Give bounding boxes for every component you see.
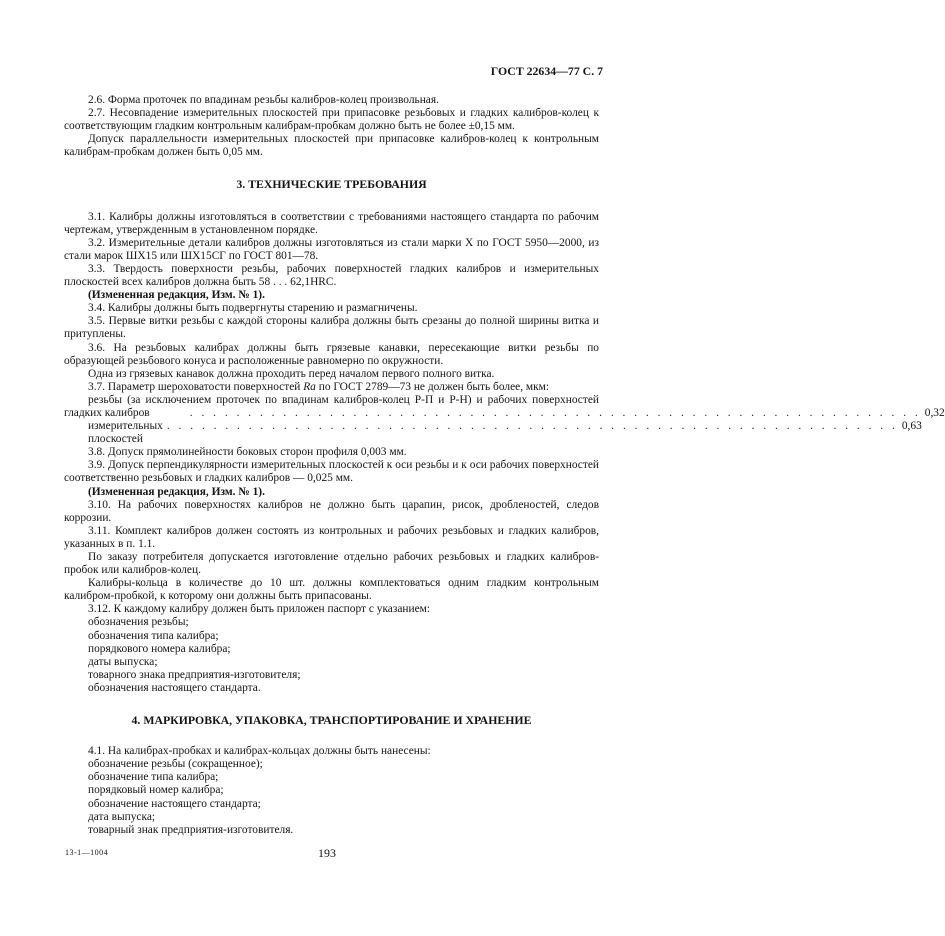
amendment-note-2: (Измененная редакция, Изм. № 1). (88, 485, 265, 498)
section-3-heading: 3. ТЕХНИЧЕСКИЕ ТРЕБОВАНИЯ (236, 177, 427, 192)
list-item: обозначение типа калибра; (88, 771, 219, 784)
roughness-thread-label: резьбы (за исключением проточек по впадинам калибров-колец Р-П и Р-Н) и рабочих поверхностей гладких калибров (64, 393, 599, 419)
clause-3-11-order: По заказу потребителя допускается изготовление отдельно рабочих резьбовых и гладких калибров-пробок или калибров-колец. (64, 551, 599, 577)
clause-2-7: 2.7. Несовпадение измерительных плоскостей при припасовке резьбовых и гладких калибров-колец к соответствующим гладким контрольным калибрам-пробкам должно быть не более ±0,15 мм. (64, 107, 599, 133)
list-item: порядковый номер калибра; (88, 784, 224, 797)
list-item: обозначение резьбы (сокращенное); (88, 758, 263, 771)
list-item: обозначения резьбы; (88, 616, 189, 629)
clause-3-2: 3.2. Измерительные детали калибров должны изготовляться из стали марки X по ГОСТ 5950—2000, из стали марок ШХ15 или ШХ15СГ по ГОСТ 801—78. (64, 236, 599, 262)
list-item: товарного знака предприятия-изготовителя; (88, 668, 301, 681)
clause-3-4: 3.4. Калибры должны быть подвергнуты старению и размагничены. (88, 302, 418, 315)
footer-print-code: 13-1—1004 (65, 848, 109, 857)
roughness-planes-label: измерительных плоскостей (88, 420, 163, 446)
clause-3-9: 3.9. Допуск перпендикулярности измерительных плоскостей к оси резьбы и к оси рабочих поверхностей соответственно резьбовых и гладких калибров — 0,025 мм. (64, 459, 599, 485)
clause-3-7-text-end: по ГОСТ 2789—73 не должен быть более, мкм: (315, 380, 549, 393)
document-body (64, 94, 945, 837)
clause-3-12: 3.12. К каждому калибру должен быть приложен паспорт с указанием: (88, 603, 431, 616)
clause-3-11: 3.11. Комплект калибров должен состоять из контрольных и рабочих резьбовых и гладких калибров, указанных в п. 1.1. (64, 524, 599, 550)
page-header: ГОСТ 22634—77 С. 7 (490, 64, 603, 78)
amendment-note-1: (Измененная редакция, Изм. № 1). (88, 289, 265, 302)
clause-2-7-tolerance: Допуск параллельности измерительных плоскостей при припасовке калибров-колец к контрольным калибрам-пробкам должен быть 0,05 мм. (64, 133, 599, 159)
clause-3-7 (64, 381, 599, 394)
clause-3-1: 3.1. Калибры должны изготовляться в соответствии с требованиями настоящего стандарта по рабочим чертежам, утвержденным в установленном порядке. (64, 210, 599, 236)
leader-dots: . . . . . . . . . . . . . . . . . . . . . . . . . . . . . . . . . . . . . . . . . . . . . . . . . . . . . . . . . . . . . . . (189, 406, 921, 419)
clause-3-8: 3.8. Допуск прямолинейности боковых сторон профиля 0,003 мм. (88, 446, 407, 459)
list-item: товарный знак предприятия-изготовителя. (88, 823, 294, 836)
clause-3-3: 3.3. Твердость поверхности резьбы, рабочих поверхностей гладких калибров и измерительных плоскостей всех калибров должна быть 58 . . . 62,1HRC. (64, 262, 599, 289)
clause-3-11-rings: Калибры-кольца в количестве до 10 шт. должны комплектоваться одним гладким контрольным калибром-пробкой, к которому они должны быть припасованы. (64, 577, 599, 603)
list-item: обозначение настоящего стандарта; (88, 797, 261, 810)
clause-3-5: 3.5. Первые витки резьбы с каждой стороны калибра должны быть срезаны до полной ширины витка и притуплены. (64, 315, 599, 341)
clause-2-6: 2.6. Форма проточек по впадинам резьбы калибров-колец произвольная. (88, 94, 439, 106)
list-item: обозначения типа калибра; (88, 629, 219, 642)
roughness-thread-value: 0,32 (924, 406, 945, 419)
ra-symbol: Ra (303, 380, 316, 393)
roughness-item-planes (64, 420, 922, 446)
page-number: 193 (318, 846, 336, 860)
clause-3-6: 3.6. На резьбовых калибрах должны быть грязевые канавки, пересекающие витки резьбы по образующей резьбового конуса и расположенные равномерно по окружности. (64, 341, 599, 367)
clause-4-1: 4.1. На калибрах-пробках и калибрах-кольцах должны быть нанесены: (88, 745, 431, 758)
clause-3-7-text-start: 3.7. Параметр шероховатости поверхностей (88, 380, 304, 393)
section-4-heading: 4. МАРКИРОВКА, УПАКОВКА, ТРАНСПОРТИРОВАНИЕ И ХРАНЕНИЕ (131, 713, 532, 728)
list-item: обозначения настоящего стандарта. (88, 681, 261, 694)
roughness-planes-value: 0,63 (901, 420, 922, 433)
clause-3-10: 3.10. На рабочих поверхностях калибров не должно быть царапин, рисок, дробленостей, следов коррозии. (64, 498, 599, 524)
list-item: дата выпуска; (88, 810, 156, 823)
leader-dots: . . . . . . . . . . . . . . . . . . . . . . . . . . . . . . . . . . . . . . . . . . . . . . . . . . . . . . . . . . . . . . . (166, 420, 898, 433)
list-item: даты выпуска; (88, 655, 158, 668)
list-item: порядкового номера калибра; (88, 642, 231, 655)
clause-3-6-groove: Одна из грязевых канавок должна проходить перед началом первого полного витка. (88, 367, 495, 380)
